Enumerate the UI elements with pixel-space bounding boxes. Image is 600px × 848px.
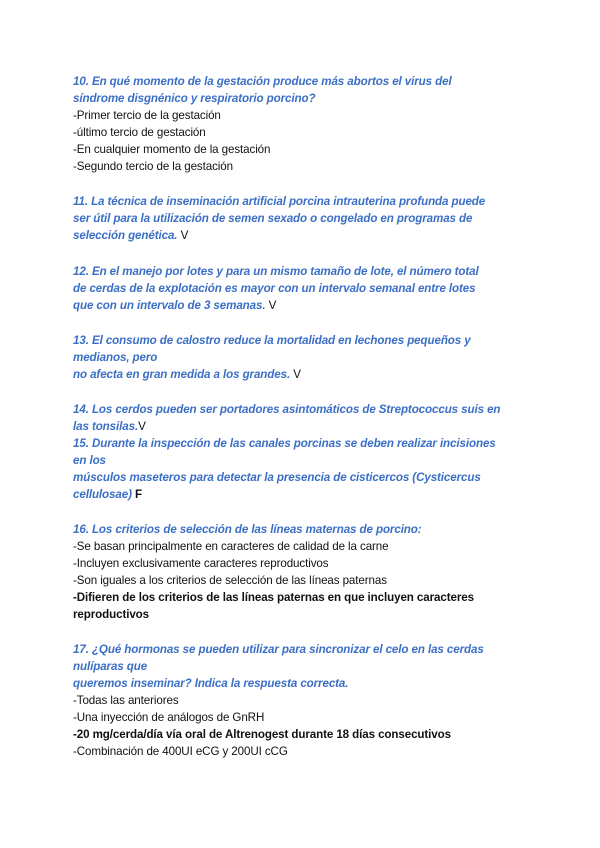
q12-text-line1: 12. En el manejo por lotes y para un mismo tamaño de lote, el número total xyxy=(73,265,479,278)
q16-option-4-line2: reproductivos xyxy=(73,608,150,621)
q13-answer: V xyxy=(293,368,301,381)
q17-option-2: -Una inyección de análogos de GnRH xyxy=(73,711,265,724)
q11-text-line3: selección genética. xyxy=(73,229,178,242)
q14-answer: V xyxy=(138,420,146,433)
q12-text-line3: que con un intervalo de 3 semanas. xyxy=(73,299,266,312)
q10-option-4: -Segundo tercio de la gestación xyxy=(73,160,233,173)
q10-option-1: -Primer tercio de la gestación xyxy=(73,109,221,122)
q13-text-line2: medianos, pero xyxy=(73,351,158,364)
q16-option-2: -Incluyen exclusivamente caracteres reproductivos xyxy=(73,557,329,570)
q16-option-4: -Difieren de los criterios de las líneas paternas en que incluyen caracteres xyxy=(73,591,474,604)
q13-text-line3-row xyxy=(73,368,301,382)
q14-text-line2: las tonsilas. xyxy=(73,420,139,433)
q17-option-3: -20 mg/cerda/día vía oral de Altrenogest durante 18 días consecutivos xyxy=(73,728,451,741)
q15-text-line4-row xyxy=(73,488,142,502)
q13-text-line1: 13. El consumo de calostro reduce la mortalidad en lechones pequeños y xyxy=(73,334,471,347)
q14-text-line2-row xyxy=(73,420,146,434)
q15-text-line2: en los xyxy=(73,454,106,467)
q17-text-line2: nulíparas que xyxy=(73,660,148,673)
q15-answer: F xyxy=(134,488,142,501)
q10-text-line1: 10. En qué momento de la gestación produce más abortos el virus del xyxy=(73,75,452,88)
q13-text-line3: no afecta en gran medida a los grandes. xyxy=(73,368,291,381)
q10-text-line2: síndrome disgnénico y respiratorio porcino? xyxy=(73,92,316,105)
q15-text-line1: 15. Durante la inspección de las canales porcinas se deben realizar incisiones xyxy=(73,437,496,450)
q17-option-4: -Combinación de 400UI eCG y 200UI cCG xyxy=(73,745,288,758)
q16-text-line1: 16. Los criterios de selección de las líneas maternas de porcino: xyxy=(73,523,422,536)
q11-text-line3-row xyxy=(73,229,188,243)
q16-option-1: -Se basan principalmente en caracteres de calidad de la carne xyxy=(73,540,389,553)
q10-option-3: -En cualquier momento de la gestación xyxy=(73,143,271,156)
q17-text-line3: queremos inseminar? Indica la respuesta correcta. xyxy=(73,677,349,690)
q11-text-line1: 11. La técnica de inseminación artificial porcina intrauterina profunda puede xyxy=(73,195,486,208)
q11-answer: V xyxy=(180,229,189,242)
q17-option-1: -Todas las anteriores xyxy=(73,694,179,707)
q11-text-line2: ser útil para la utilización de semen sexado o congelado en programas de xyxy=(73,212,473,225)
q12-text-line3-row xyxy=(73,299,276,313)
q15-text-line4: cellulosae) xyxy=(73,488,132,501)
q17-text-line1: 17. ¿Qué hormonas se pueden utilizar para sincronizar el celo en las cerdas xyxy=(73,643,484,656)
q10-option-2: -último tercio de gestación xyxy=(73,126,206,139)
q16-option-3: -Son iguales a los criterios de selección de las líneas paternas xyxy=(73,574,387,587)
q14-text-line1: 14. Los cerdos pueden ser portadores asintomáticos de Streptococcus suis en xyxy=(73,403,501,416)
q15-text-line3: músculos maseteros para detectar la presencia de cisticercos (Cysticercus xyxy=(73,471,481,484)
q12-answer: V xyxy=(268,299,277,312)
q12-text-line2: de cerdas de la explotación es mayor con un intervalo semanal entre lotes xyxy=(73,282,476,295)
